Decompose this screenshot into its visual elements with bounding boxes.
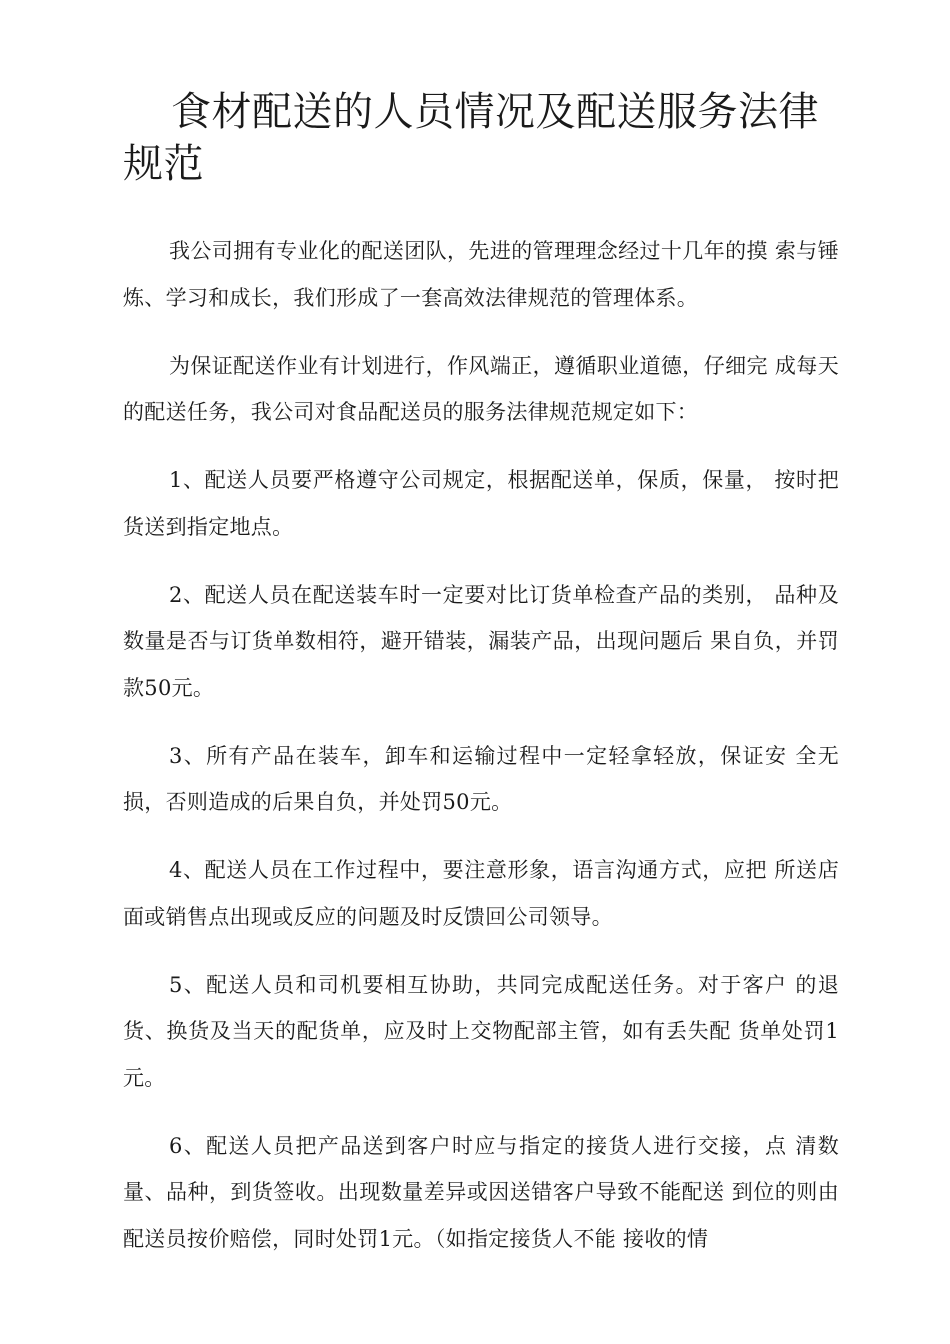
paragraph-purpose: 为保证配送作业有计划进行，作风端正，遵循职业道德，仔细完 成每天的配送任务，我公司对食品配送员的服务法律规范规定如下：	[123, 353, 839, 424]
paragraph-rule-2: 2、配送人员在配送装车时一定要对比订货单检查产品的类别， 品种及数量是否与订货单数相符，避开错装，漏装产品，出现问题后 果自负，并罚款50元。	[123, 582, 839, 700]
paragraph-rule-5: 5、配送人员和司机要相互协助，共同完成配送任务。对于客户 的退货、换货及当天的配货单，应及时上交物配部主管，如有丢失配 货单处罚1元。	[123, 972, 839, 1090]
document-title: 食材配送的人员情况及配送服务法律规范	[123, 89, 819, 187]
paragraph-rule-4: 4、配送人员在工作过程中，要注意形象，语言沟通方式，应把 所送店面或销售点出现或反应的问题及时反馈回公司领导。	[123, 858, 839, 929]
paragraph-rule-1: 1、配送人员要严格遵守公司规定，根据配送单，保质，保量， 按时把货送到指定地点。	[123, 468, 839, 539]
paragraph-rule-3: 3、所有产品在装车，卸车和运输过程中一定轻拿轻放，保证安 全无损，否则造成的后果自负，并处罚50元。	[123, 743, 839, 814]
paragraph-rule-6: 6、配送人员把产品送到客户时应与指定的接货人进行交接，点 清数量、品种，到货签收。出现数量差异或因送错客户导致不能配送 到位的则由配送员按价赔偿，同时处罚1元。（如指定接货人不能 接收的情	[123, 1133, 839, 1251]
document-body	[123, 228, 839, 1284]
paragraph-intro: 我公司拥有专业化的配送团队，先进的管理理念经过十几年的摸 索与锤炼、学习和成长，我们形成了一套高效法律规范的管理体系。	[123, 239, 839, 310]
